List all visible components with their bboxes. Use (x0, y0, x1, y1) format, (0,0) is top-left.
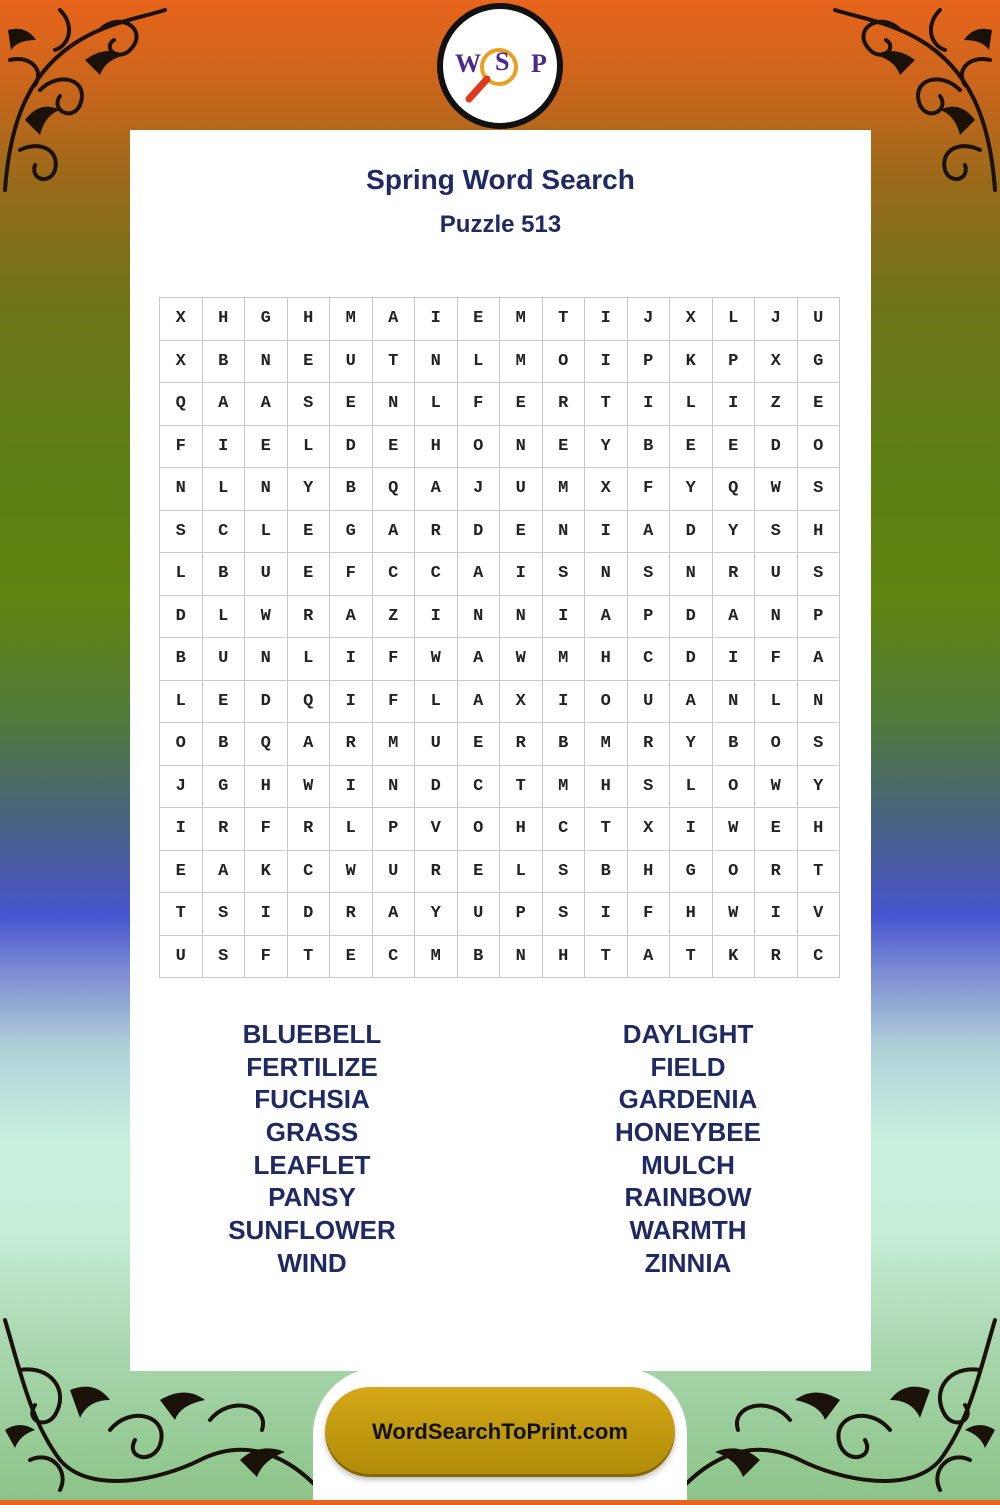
grid-cell[interactable]: I (415, 596, 458, 639)
grid-cell[interactable]: U (628, 681, 671, 724)
grid-cell[interactable]: A (373, 511, 416, 554)
grid-cell[interactable]: L (245, 511, 288, 554)
grid-cell[interactable]: S (798, 468, 841, 511)
grid-cell[interactable]: T (585, 383, 628, 426)
logo-badge (443, 9, 557, 123)
grid-cell[interactable]: N (500, 596, 543, 639)
grid-cell[interactable]: B (585, 851, 628, 894)
grid-cell[interactable]: V (798, 893, 841, 936)
grid-cell[interactable]: G (203, 766, 246, 809)
grid-cell[interactable]: E (373, 426, 416, 469)
grid-cell[interactable]: N (245, 341, 288, 384)
grid-cell[interactable]: A (330, 596, 373, 639)
grid-cell[interactable]: S (543, 851, 586, 894)
grid-cell[interactable]: A (628, 511, 671, 554)
grid-cell[interactable]: N (458, 596, 501, 639)
grid-cell[interactable]: O (160, 723, 203, 766)
grid-cell[interactable]: N (500, 426, 543, 469)
grid-cell[interactable]: D (458, 511, 501, 554)
word-item: WIND (277, 1247, 347, 1278)
grid-cell[interactable]: A (373, 893, 416, 936)
grid-cell[interactable]: T (288, 936, 331, 979)
grid-cell[interactable]: A (670, 681, 713, 724)
grid-cell[interactable]: M (330, 298, 373, 341)
grid-cell[interactable]: I (203, 426, 246, 469)
grid-cell[interactable]: J (160, 766, 203, 809)
grid-cell[interactable]: Y (288, 468, 331, 511)
grid-cell[interactable]: T (585, 808, 628, 851)
grid-cell[interactable]: A (203, 851, 246, 894)
grid-cell[interactable]: I (585, 298, 628, 341)
grid-cell[interactable]: F (373, 638, 416, 681)
grid-cell[interactable]: B (160, 638, 203, 681)
grid-cell[interactable]: A (458, 681, 501, 724)
grid-cell[interactable]: O (458, 808, 501, 851)
grid-cell[interactable]: Z (373, 596, 416, 639)
grid-cell[interactable]: A (373, 298, 416, 341)
grid-cell[interactable]: T (373, 341, 416, 384)
grid-cell[interactable]: Z (755, 383, 798, 426)
grid-cell[interactable]: I (670, 808, 713, 851)
grid-cell[interactable]: M (373, 723, 416, 766)
grid-cell[interactable]: E (713, 426, 756, 469)
logo-letter-w: W (455, 49, 481, 78)
grid-cell[interactable]: L (755, 681, 798, 724)
grid-cell[interactable]: B (203, 553, 246, 596)
word-item: BLUEBELL (242, 1019, 382, 1049)
grid-cell[interactable]: M (415, 936, 458, 979)
grid-cell[interactable]: S (798, 553, 841, 596)
grid-cell[interactable]: P (628, 596, 671, 639)
grid-cell[interactable]: U (798, 298, 841, 341)
grid-cell[interactable]: N (373, 766, 416, 809)
word-item: WARMTH (629, 1215, 747, 1246)
grid-cell[interactable]: H (798, 511, 841, 554)
word-item: ZINNIA (644, 1247, 732, 1278)
grid-cell[interactable]: N (373, 383, 416, 426)
grid-cell[interactable]: L (288, 426, 331, 469)
grid-cell[interactable]: A (458, 553, 501, 596)
grid-cell[interactable]: I (245, 893, 288, 936)
grid-cell[interactable]: M (543, 638, 586, 681)
word-item: GRASS (265, 1117, 359, 1148)
grid-cell[interactable]: E (330, 383, 373, 426)
grid-cell[interactable]: R (330, 723, 373, 766)
grid-cell[interactable]: S (160, 511, 203, 554)
grid-cell[interactable]: D (670, 596, 713, 639)
grid-cell[interactable]: H (798, 808, 841, 851)
word-list-left (162, 1018, 462, 1280)
grid-cell[interactable]: U (203, 638, 246, 681)
grid-cell[interactable]: U (415, 723, 458, 766)
grid-cell[interactable]: N (798, 681, 841, 724)
word-list-right (538, 1018, 838, 1280)
grid-cell[interactable]: S (755, 511, 798, 554)
grid-cell[interactable]: U (458, 893, 501, 936)
grid-cell[interactable]: C (373, 936, 416, 979)
grid-cell[interactable]: E (670, 426, 713, 469)
grid-cell[interactable]: B (543, 723, 586, 766)
grid-cell[interactable]: T (585, 936, 628, 979)
word-item: FIELD (650, 1051, 726, 1082)
grid-cell[interactable]: W (755, 766, 798, 809)
grid-cell[interactable]: K (713, 936, 756, 979)
grid-cell[interactable]: I (415, 298, 458, 341)
grid-cell[interactable]: F (330, 553, 373, 596)
grid-cell[interactable]: D (755, 426, 798, 469)
grid-cell[interactable]: G (330, 511, 373, 554)
grid-cell[interactable]: R (628, 723, 671, 766)
grid-cell[interactable]: B (203, 341, 246, 384)
grid-cell[interactable]: T (160, 893, 203, 936)
grid-cell[interactable]: I (543, 681, 586, 724)
grid-cell[interactable]: H (415, 426, 458, 469)
logo-letter-p: P (531, 49, 547, 78)
grid-cell[interactable]: A (713, 596, 756, 639)
grid-cell[interactable]: I (330, 638, 373, 681)
grid-cell[interactable]: E (458, 298, 501, 341)
grid-cell[interactable]: C (203, 511, 246, 554)
grid-cell[interactable]: F (160, 426, 203, 469)
grid-cell[interactable]: I (585, 893, 628, 936)
grid-cell[interactable]: H (585, 766, 628, 809)
grid-cell[interactable]: X (500, 681, 543, 724)
grid-cell[interactable]: S (628, 553, 671, 596)
grid-cell[interactable]: U (160, 936, 203, 979)
grid-cell[interactable]: J (628, 298, 671, 341)
word-item: HONEYBEE (615, 1117, 761, 1148)
grid-cell[interactable]: W (330, 851, 373, 894)
grid-cell[interactable]: E (500, 383, 543, 426)
grid-cell[interactable]: L (288, 638, 331, 681)
grid-cell[interactable]: I (330, 681, 373, 724)
grid-cell[interactable]: M (543, 766, 586, 809)
grid-cell[interactable]: O (713, 851, 756, 894)
grid-cell[interactable]: N (245, 468, 288, 511)
grid-cell[interactable]: C (415, 553, 458, 596)
grid-cell[interactable]: Q (160, 383, 203, 426)
grid-cell[interactable]: N (245, 638, 288, 681)
grid-cell[interactable]: I (628, 383, 671, 426)
grid-cell[interactable]: N (160, 468, 203, 511)
grid-cell[interactable]: N (713, 681, 756, 724)
grid-cell[interactable]: I (160, 808, 203, 851)
grid-cell[interactable]: U (500, 468, 543, 511)
grid-cell[interactable]: I (330, 766, 373, 809)
grid-cell[interactable]: S (203, 936, 246, 979)
grid-cell[interactable]: E (288, 511, 331, 554)
grid-cell[interactable]: H (543, 936, 586, 979)
grid-cell[interactable]: R (500, 723, 543, 766)
puzzle-sheet (130, 130, 871, 1371)
grid-cell[interactable]: E (160, 851, 203, 894)
site-link-label: WordSearchToPrint.com (372, 1419, 628, 1444)
grid-cell[interactable]: T (798, 851, 841, 894)
grid-cell[interactable]: L (713, 298, 756, 341)
grid-cell[interactable]: W (755, 468, 798, 511)
grid-cell[interactable]: L (330, 808, 373, 851)
grid-cell[interactable]: I (585, 511, 628, 554)
grid-cell[interactable]: U (330, 341, 373, 384)
word-item: RAINBOW (624, 1182, 752, 1213)
grid-cell[interactable]: I (755, 893, 798, 936)
grid-cell[interactable]: S (543, 893, 586, 936)
grid-cell[interactable]: O (755, 723, 798, 766)
grid-cell[interactable]: Y (670, 468, 713, 511)
grid-cell[interactable]: R (755, 851, 798, 894)
grid-cell[interactable]: X (628, 808, 671, 851)
grid-cell[interactable]: V (415, 808, 458, 851)
grid-cell[interactable]: D (288, 893, 331, 936)
grid-cell[interactable]: C (543, 808, 586, 851)
grid-cell[interactable]: O (798, 426, 841, 469)
grid-cell[interactable]: L (670, 766, 713, 809)
grid-cell[interactable]: Y (585, 426, 628, 469)
grid-cell[interactable]: M (500, 298, 543, 341)
grid-cell[interactable]: R (415, 511, 458, 554)
grid-cell[interactable]: H (245, 766, 288, 809)
grid-cell[interactable]: M (585, 723, 628, 766)
grid-cell[interactable]: D (330, 426, 373, 469)
grid-cell[interactable]: C (288, 851, 331, 894)
grid-cell[interactable]: F (373, 681, 416, 724)
grid-cell[interactable]: L (160, 681, 203, 724)
word-item: FERTILIZE (246, 1051, 378, 1082)
grid-cell[interactable]: B (713, 723, 756, 766)
grid-cell[interactable]: R (713, 553, 756, 596)
grid-cell[interactable]: J (755, 298, 798, 341)
grid-cell[interactable]: S (203, 893, 246, 936)
grid-cell[interactable]: P (373, 808, 416, 851)
grid-cell[interactable]: X (160, 341, 203, 384)
grid-cell[interactable]: C (458, 766, 501, 809)
grid-cell[interactable]: D (415, 766, 458, 809)
grid-cell[interactable]: F (628, 893, 671, 936)
grid-cell[interactable]: L (203, 468, 246, 511)
grid-cell[interactable]: I (585, 341, 628, 384)
grid-cell[interactable]: Q (288, 681, 331, 724)
grid-cell[interactable]: H (500, 808, 543, 851)
grid-cell[interactable]: D (670, 638, 713, 681)
grid-cell[interactable]: Q (245, 723, 288, 766)
grid-cell[interactable]: K (245, 851, 288, 894)
grid-cell[interactable]: G (798, 341, 841, 384)
grid-cell[interactable]: E (288, 341, 331, 384)
grid-cell[interactable]: D (670, 511, 713, 554)
grid-cell[interactable]: U (755, 553, 798, 596)
grid-cell[interactable]: H (288, 298, 331, 341)
grid-cell[interactable]: G (245, 298, 288, 341)
grid-cell[interactable]: W (713, 808, 756, 851)
word-item: MULCH (641, 1149, 735, 1180)
grid-cell[interactable]: B (203, 723, 246, 766)
grid-cell[interactable]: T (500, 766, 543, 809)
grid-cell[interactable]: N (585, 553, 628, 596)
grid-cell[interactable]: O (585, 681, 628, 724)
grid-cell[interactable]: L (500, 851, 543, 894)
grid-cell[interactable]: U (373, 851, 416, 894)
grid-cell[interactable]: F (458, 383, 501, 426)
grid-cell[interactable]: M (500, 341, 543, 384)
grid-cell[interactable]: E (543, 426, 586, 469)
grid-cell[interactable]: E (203, 681, 246, 724)
grid-cell[interactable]: A (288, 723, 331, 766)
grid-cell[interactable]: U (245, 553, 288, 596)
grid-cell[interactable]: E (755, 808, 798, 851)
grid-cell[interactable]: B (330, 468, 373, 511)
grid-cell[interactable]: Y (798, 766, 841, 809)
grid-cell[interactable]: R (203, 808, 246, 851)
grid-cell[interactable]: N (415, 341, 458, 384)
grid-cell[interactable]: J (458, 468, 501, 511)
grid-cell[interactable]: S (798, 723, 841, 766)
grid-cell[interactable]: C (373, 553, 416, 596)
grid-cell[interactable]: D (160, 596, 203, 639)
grid-cell[interactable]: I (543, 596, 586, 639)
grid-cell[interactable]: E (288, 553, 331, 596)
site-link-button[interactable] (325, 1387, 675, 1477)
grid-cell[interactable]: O (458, 426, 501, 469)
word-item: SUNFLOWER (228, 1215, 396, 1246)
grid-cell[interactable]: P (713, 341, 756, 384)
grid-cell[interactable]: P (628, 341, 671, 384)
grid-cell[interactable]: O (713, 766, 756, 809)
grid-cell[interactable]: R (288, 596, 331, 639)
puzzle-number: Puzzle 513 (439, 211, 562, 238)
grid-cell[interactable]: L (458, 341, 501, 384)
grid-cell[interactable]: N (500, 936, 543, 979)
grid-cell[interactable]: E (245, 426, 288, 469)
grid-cell[interactable]: H (203, 298, 246, 341)
grid-cell[interactable]: Y (415, 893, 458, 936)
grid-cell[interactable]: A (585, 596, 628, 639)
grid-cell[interactable]: C (628, 638, 671, 681)
grid-cell[interactable]: A (798, 638, 841, 681)
grid-cell[interactable]: T (543, 298, 586, 341)
grid-cell[interactable]: E (458, 851, 501, 894)
site-logo[interactable] (437, 3, 563, 129)
grid-cell[interactable]: L (670, 383, 713, 426)
grid-cell[interactable]: W (415, 638, 458, 681)
word-item: FUCHSIA (254, 1084, 370, 1115)
word-item: DAYLIGHT (622, 1019, 754, 1049)
grid-cell[interactable]: S (288, 383, 331, 426)
grid-cell[interactable]: L (415, 681, 458, 724)
grid-cell[interactable]: F (245, 936, 288, 979)
grid-cell[interactable]: K (670, 341, 713, 384)
grid-cell[interactable]: G (670, 851, 713, 894)
grid-cell[interactable]: X (585, 468, 628, 511)
grid-cell[interactable]: F (755, 638, 798, 681)
grid-cell[interactable]: R (288, 808, 331, 851)
grid-cell[interactable]: X (755, 341, 798, 384)
grid-cell[interactable]: W (245, 596, 288, 639)
grid-cell[interactable]: L (203, 596, 246, 639)
grid-cell[interactable]: I (713, 638, 756, 681)
grid-cell[interactable]: E (458, 723, 501, 766)
grid-cell[interactable]: D (245, 681, 288, 724)
grid-cell[interactable]: M (543, 468, 586, 511)
grid-cell[interactable]: O (543, 341, 586, 384)
grid-cell[interactable]: S (543, 553, 586, 596)
grid-cell[interactable]: R (543, 383, 586, 426)
grid-cell[interactable]: L (415, 383, 458, 426)
puzzle-title: Spring Word Search (366, 164, 635, 195)
grid-cell[interactable]: X (160, 298, 203, 341)
grid-cell[interactable]: N (755, 596, 798, 639)
grid-cell[interactable]: H (670, 893, 713, 936)
grid-cell[interactable]: P (798, 596, 841, 639)
grid-cell[interactable]: B (628, 426, 671, 469)
grid-cell[interactable]: W (288, 766, 331, 809)
grid-cell[interactable]: Y (713, 511, 756, 554)
grid-cell[interactable]: E (500, 511, 543, 554)
word-item: PANSY (268, 1182, 356, 1213)
grid-cell[interactable]: E (330, 936, 373, 979)
grid-cell[interactable]: A (245, 383, 288, 426)
grid-cell[interactable]: I (500, 553, 543, 596)
grid-cell[interactable]: A (628, 936, 671, 979)
grid-cell[interactable]: N (543, 511, 586, 554)
grid-cell[interactable]: N (670, 553, 713, 596)
grid-cell[interactable]: R (330, 893, 373, 936)
word-item: LEAFLET (253, 1149, 371, 1180)
grid-cell[interactable]: A (415, 468, 458, 511)
grid-cell[interactable]: W (713, 893, 756, 936)
grid-cell[interactable]: Q (713, 468, 756, 511)
grid-cell[interactable]: P (500, 893, 543, 936)
grid-cell[interactable]: R (415, 851, 458, 894)
letter-grid[interactable] (159, 297, 840, 978)
grid-cell[interactable]: I (713, 383, 756, 426)
grid-cell[interactable]: W (500, 638, 543, 681)
grid-cell[interactable]: F (245, 808, 288, 851)
grid-cell[interactable]: A (203, 383, 246, 426)
grid-cell[interactable]: T (670, 936, 713, 979)
grid-cell[interactable]: L (160, 553, 203, 596)
grid-cell[interactable]: Q (373, 468, 416, 511)
grid-cell[interactable]: H (628, 851, 671, 894)
grid-cell[interactable]: R (755, 936, 798, 979)
grid-cell[interactable]: C (798, 936, 841, 979)
grid-cell[interactable]: X (670, 298, 713, 341)
word-item: GARDENIA (618, 1084, 758, 1115)
grid-cell[interactable]: S (628, 766, 671, 809)
grid-cell[interactable]: B (458, 936, 501, 979)
grid-cell[interactable]: A (458, 638, 501, 681)
grid-cell[interactable]: H (585, 638, 628, 681)
grid-cell[interactable]: F (628, 468, 671, 511)
grid-cell[interactable]: E (798, 383, 841, 426)
grid-cell[interactable]: Y (670, 723, 713, 766)
logo-letter-s: S (495, 47, 510, 76)
